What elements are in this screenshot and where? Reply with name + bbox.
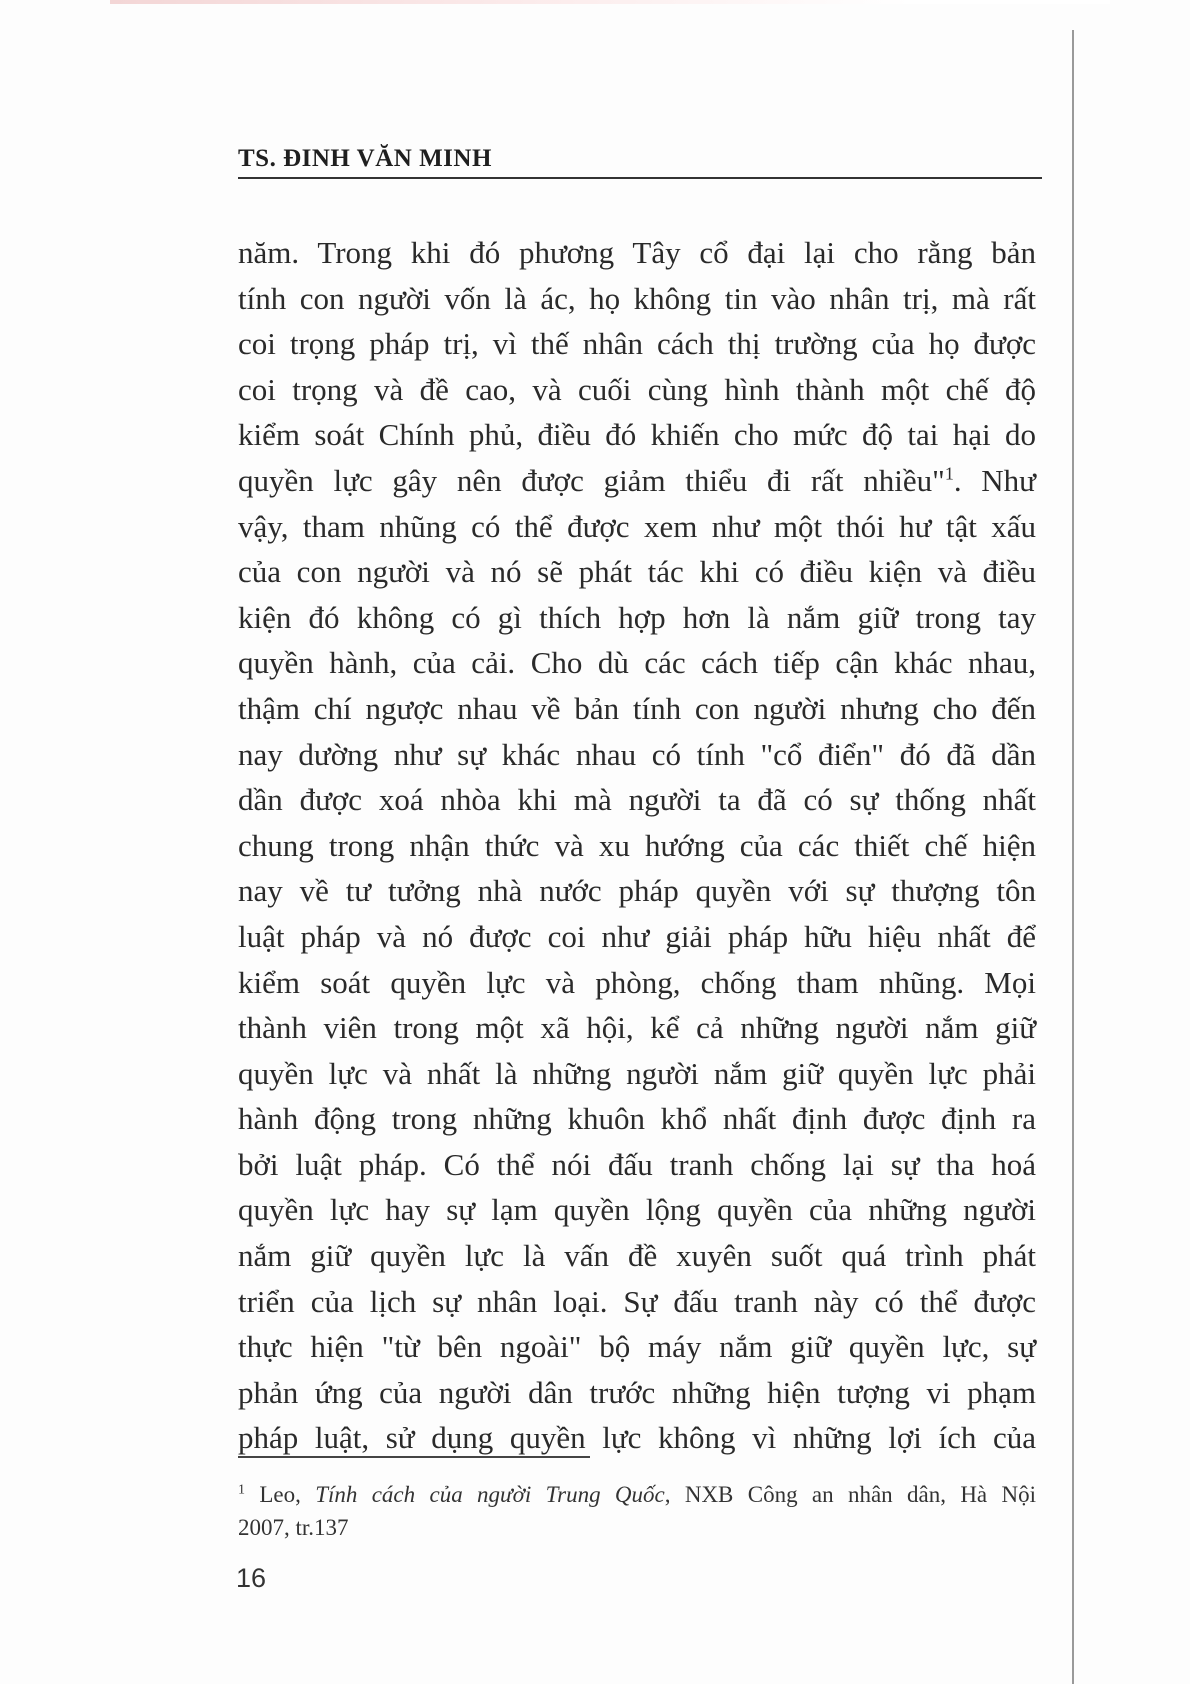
body-line: kiện đó không có gì thích hợp hơn là nắm giữ trong tay — [238, 599, 1036, 635]
body-line: thực hiện "từ bên ngoài" bộ máy nắm giữ quyền lực, sự — [238, 1329, 1036, 1365]
body-line-with-footnote-ref — [238, 458, 1036, 504]
footnote-line-1 — [238, 1478, 1036, 1511]
running-header-author: TS. ĐINH VĂN MINH — [238, 145, 492, 172]
footnote-publisher: , NXB Công an nhân dân, Hà Nội — [664, 1482, 1036, 1507]
body-text — [238, 230, 1036, 1461]
body-line: nay dường như sự khác nhau có tính "cổ điển" đó đã dần — [238, 736, 1036, 772]
body-line: của con người và nó sẽ phát tác khi có điều kiện và điều — [238, 554, 1036, 590]
footnote-author: Leo, — [259, 1482, 301, 1507]
body-line: quyền lực và nhất là những người nắm giữ quyền lực phải — [238, 1055, 1036, 1091]
footnote-book-title: Tính cách của người Trung Quốc — [315, 1482, 665, 1507]
body-line: coi trọng pháp trị, vì thế nhân cách thị trường của họ được — [238, 326, 1036, 362]
body-line: triển của lịch sự nhân loại. Sự đấu tranh này có thể được — [238, 1283, 1036, 1319]
body-line: tính con người vốn là ác, họ không tin vào nhân trị, mà rất — [238, 280, 1036, 316]
body-line: thậm chí ngược nhau về bản tính con người nhưng cho đến — [238, 690, 1036, 726]
body-line-text-after-ref: . Như — [953, 462, 1036, 498]
body-line: kiểm soát quyền lực và phòng, chống tham nhũng. Mọi — [238, 964, 1036, 1000]
body-line: năm. Trong khi đó phương Tây cổ đại lại cho rằng bản — [238, 235, 1036, 270]
body-line-text: quyền lực gây nên được giảm thiểu đi rất nhiều" — [238, 462, 945, 498]
body-line: pháp luật, sử dụng quyền lực không vì những lợi ích của — [238, 1420, 1036, 1456]
body-line: hành động trong những khuôn khổ nhất định được định ra — [238, 1101, 1036, 1137]
footnote-mark: 1 — [238, 1482, 245, 1498]
body-line: quyền hành, của cải. Cho dù các cách tiếp cận khác nhau, — [238, 645, 1036, 681]
body-line: chung trong nhận thức và xu hướng của các thiết chế hiện — [238, 827, 1036, 863]
body-line: nắm giữ quyền lực là vấn đề xuyên suốt quá trình phát — [238, 1238, 1036, 1274]
body-line: bởi luật pháp. Có thể nói đấu tranh chống lại sự tha hoá — [238, 1146, 1036, 1182]
footnote-separator — [238, 1456, 590, 1458]
footnote — [238, 1478, 1036, 1544]
body-line: dần được xoá nhòa khi mà người ta đã có sự thống nhất — [238, 782, 1036, 818]
body-line: quyền lực hay sự lạm quyền lộng quyền của những người — [238, 1192, 1036, 1228]
header-rule — [238, 177, 1042, 179]
footnote-line-2: 2007, tr.137 — [238, 1515, 349, 1540]
body-line: luật pháp và nó được coi như giải pháp hữu hiệu nhất để — [238, 918, 1036, 954]
body-line: nay về tư tưởng nhà nước pháp quyền với sự thượng tôn — [238, 873, 1036, 909]
body-line: phản ứng của người dân trước những hiện tượng vi phạm — [238, 1374, 1036, 1410]
body-line: thành viên trong một xã hội, kể cả những người nắm giữ — [238, 1010, 1036, 1046]
body-line: vậy, tham nhũng có thể được xem như một thói hư tật xấu — [238, 508, 1036, 544]
page-number: 16 — [236, 1563, 267, 1593]
body-line: coi trọng và đề cao, và cuối cùng hình thành một chế độ — [238, 371, 1036, 407]
footnote-reference[interactable]: 1 — [944, 463, 954, 484]
body-line: kiểm soát Chính phủ, điều đó khiến cho mức độ tai hại do — [238, 417, 1036, 453]
page-right-edge — [1072, 30, 1074, 1684]
page-top-edge — [110, 0, 1110, 4]
